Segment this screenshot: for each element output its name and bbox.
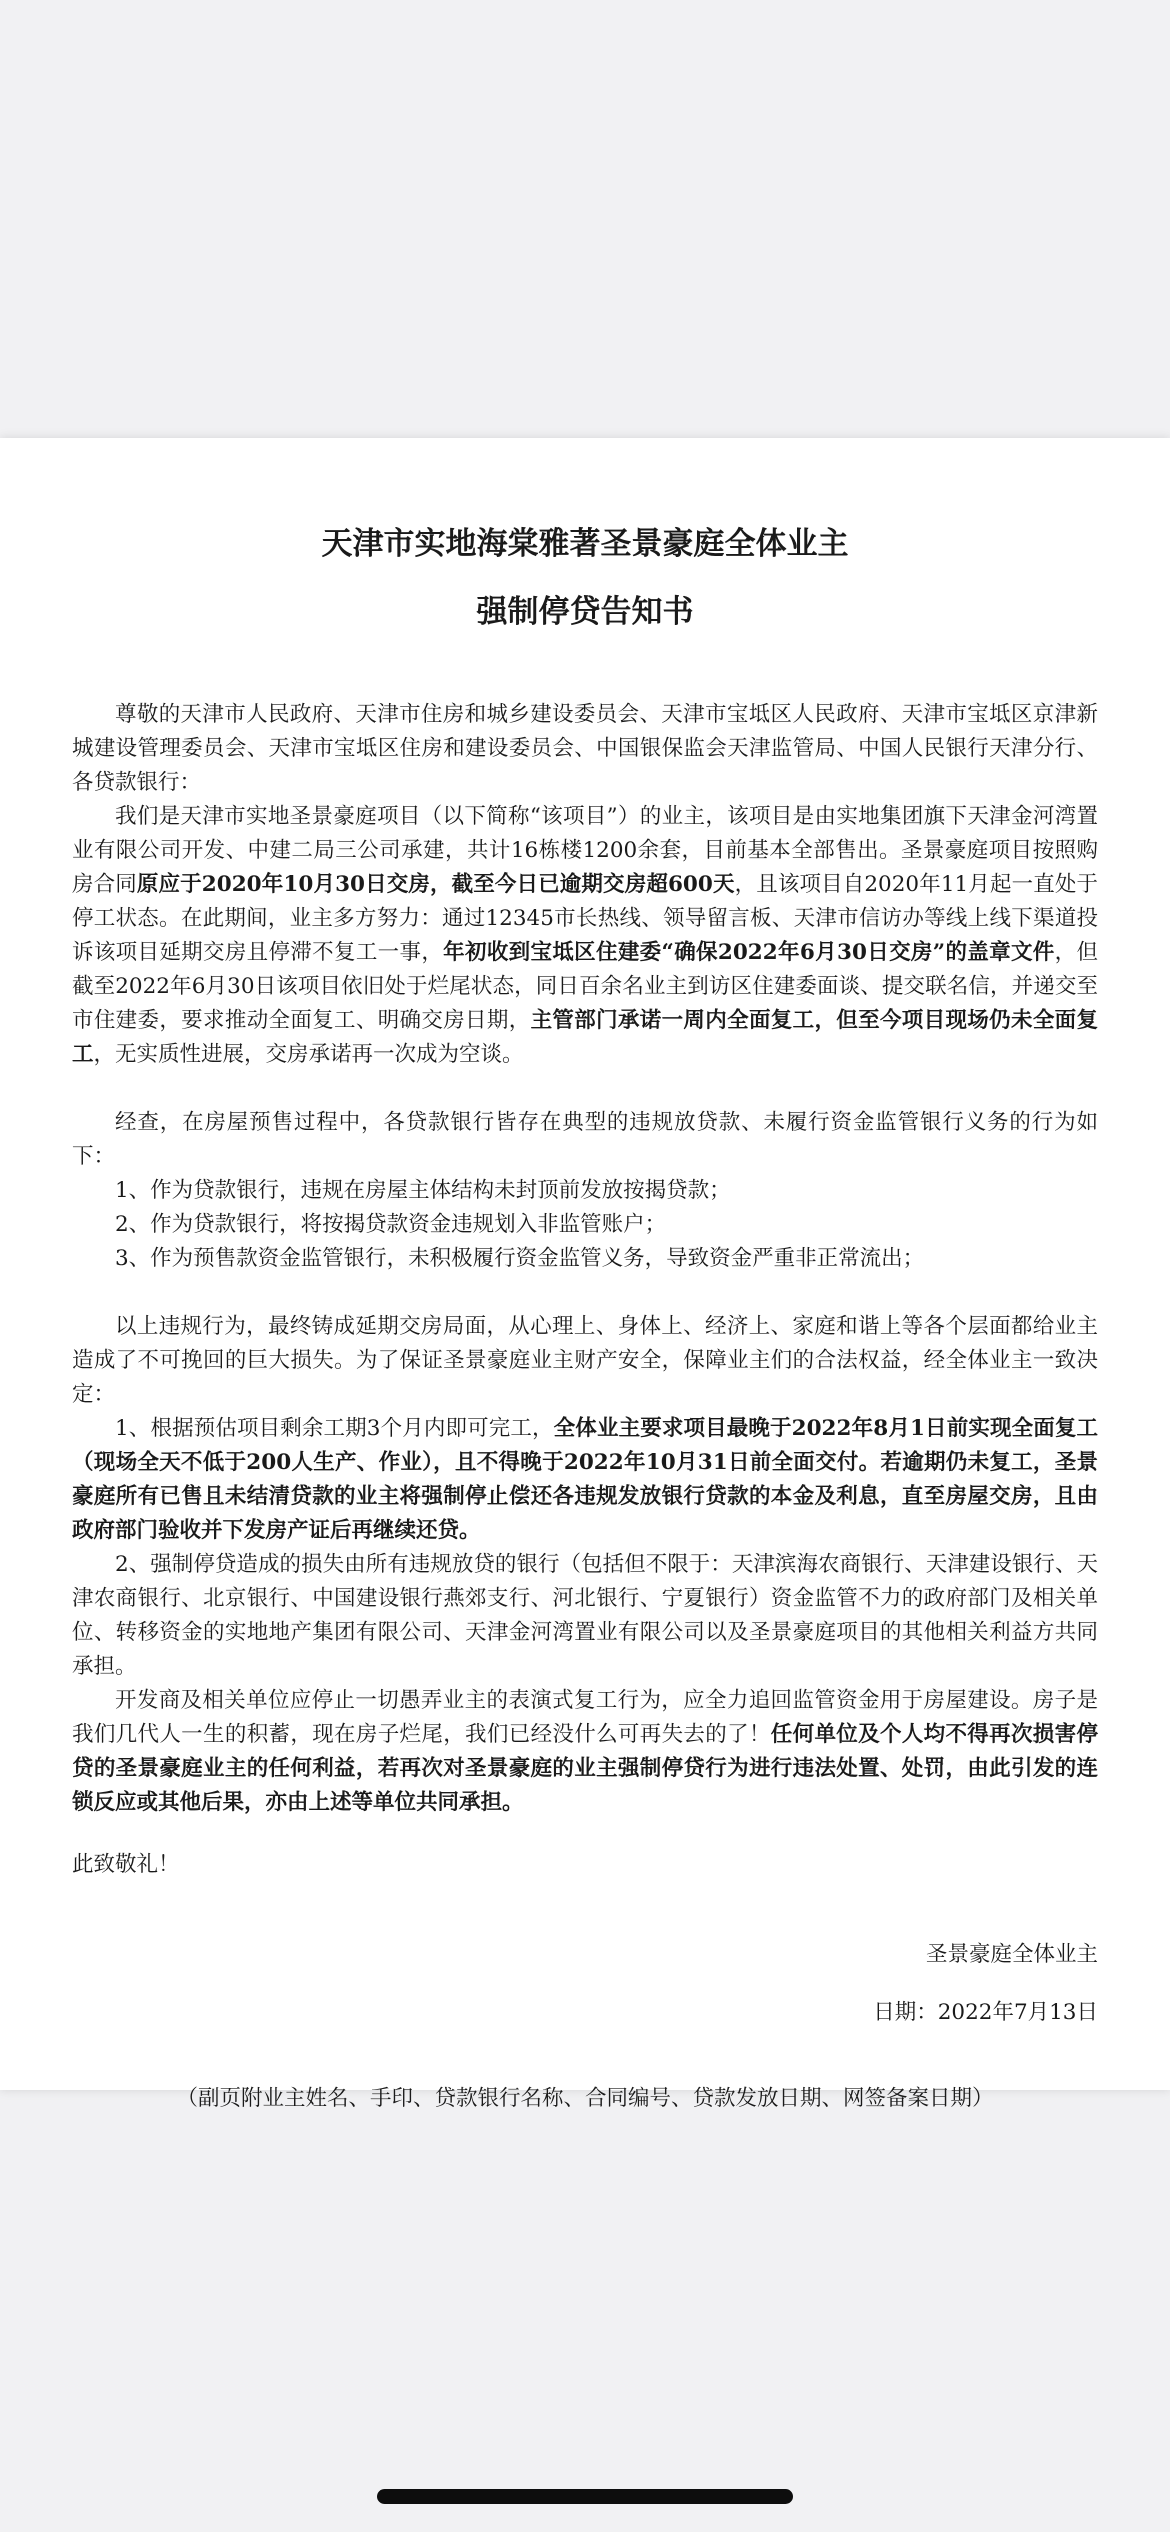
paragraph-findings-intro: 经查，在房屋预售过程中，各贷款银行皆存在典型的违规放贷款、未履行资金监管银行义务的行为如下： [72, 1110, 1098, 1169]
decision-item-1 [72, 1412, 1098, 1548]
bold-span: 原应于2020年10月30日交房，截至今日已逾期交房超600天 [136, 872, 735, 897]
home-indicator-bar[interactable] [377, 2489, 793, 2504]
document-title: 天津市实地海棠雅著圣景豪庭全体业主 [321, 526, 849, 562]
bold-span: 主管部门承诺一周内全面复工，但至今项目现场仍未全面复工 [72, 1008, 1098, 1067]
text-span: ，无实质性进展，交房承诺再一次成为空谈。 [93, 1042, 524, 1067]
decision-item-2: 2、强制停贷造成的损失由所有违规放贷的银行（包括但不限于：天津滨海农商银行、天津建设银行、天津农商银行、北京银行、中国建设银行燕郊支行、河北银行、宁夏银行）资金监管不力的政府部门及相关单位、转移资金的实地地产集团有限公司、天津金河湾置业有限公司以及圣景豪庭项目的其他相关利益方共同承担。 [72, 1552, 1098, 1679]
salutation: 尊敬的天津市人民政府、天津市住房和城乡建设委员会、天津市宝坻区人民政府、天津市宝坻区京津新城建设管理委员会、天津市宝坻区住房和建设委员会、中国银保监会天津监管局、中国人民银行天津分行、各贷款银行： [72, 702, 1098, 795]
closing-text: 此致敬礼！ [72, 1852, 180, 1877]
violation-item: 3、作为预售款资金监管银行，未积极履行资金监管义务，导致资金严重非正常流出； [115, 1246, 925, 1271]
signature: 圣景豪庭全体业主 [925, 1942, 1098, 1967]
paragraph-decision-intro: 以上违规行为，最终铸成延期交房局面，从心理上、身体上、经济上、家庭和谐上等各个层面都给业主造成了不可挽回的巨大损失。为了保证圣景豪庭业主财产安全，保障业主们的合法权益，经全体业主一致决定： [72, 1314, 1098, 1407]
appendix-note: （副页附业主姓名、手印、贷款银行名称、合同编号、贷款发放日期、网签备案日期） [176, 2086, 994, 2111]
violation-item: 2、作为贷款银行，将按揭贷款资金违规划入非监管账户； [115, 1212, 667, 1237]
text-span: ，但截至2022年6月30日该项目依旧处于烂尾状态，同日百余名业主到访区住建委面谈、提交联名信，并递交至市住建委，要求推动全面复工、明确交房日期， [72, 940, 1098, 1033]
text-span: ，且该项目自2020年11月起一直处于停工状态。在此期间，业主多方努力：通过12345市长热线、领导留言板、天津市信访办等线上线下渠道投诉该项目延期交房且停滞不复工一事， [72, 872, 1098, 965]
bold-span: 任何单位及个人均不得再次损害停贷的圣景豪庭业主的任何利益，若再次对圣景豪庭的业主强制停贷行为进行违法处置、处罚，由此引发的连锁反应或其他后果，亦由上述等单位共同承担。 [72, 1722, 1098, 1815]
document-page [0, 438, 1170, 2111]
bold-span: 全体业主要求项目最晚于2022年8月1日前实现全面复工（现场全天不低于200人生产、作业），且不得晚于2022年10月31日前全面交付。若逾期仍未复工，圣景豪庭所有已售且未结清贷款的业主将强制停止偿还各违规发放银行贷款的本金及利息，直至房屋交房，且由政府部门验收并下发房产证后再继续还贷。 [72, 1416, 1098, 1543]
text-span: 1、根据预估项目剩余工期3个月内即可完工， [115, 1416, 554, 1441]
text-span: 我们是天津市实地圣景豪庭项目（以下简称“该项目”）的业主，该项目是由实地集团旗下天津金河湾置业有限公司开发、中建二局三公司承建，共计16栋楼1200余套，目前基本全部售出。圣景豪庭项目按照购房合同 [72, 804, 1098, 897]
document-date: 日期：2022年7月13日 [873, 2000, 1098, 2025]
text-span: 开发商及相关单位应停止一切愚弄业主的表演式复工行为，应全力追回监管资金用于房屋建设。房子是我们几代人一生的积蓄，现在房子烂尾，我们已经没什么可再失去的了！ [72, 1688, 1098, 1747]
document-subtitle: 强制停贷告知书 [476, 594, 694, 630]
document-body [72, 698, 1098, 2116]
violation-item: 1、作为贷款银行，违规在房屋主体结构未封顶前发放按揭贷款； [115, 1178, 731, 1203]
bold-span: 年初收到宝坻区住建委“确保2022年6月30日交房”的盖章文件 [443, 940, 1055, 965]
paragraph-warning [72, 1684, 1098, 1820]
paragraph-background [72, 800, 1098, 1072]
